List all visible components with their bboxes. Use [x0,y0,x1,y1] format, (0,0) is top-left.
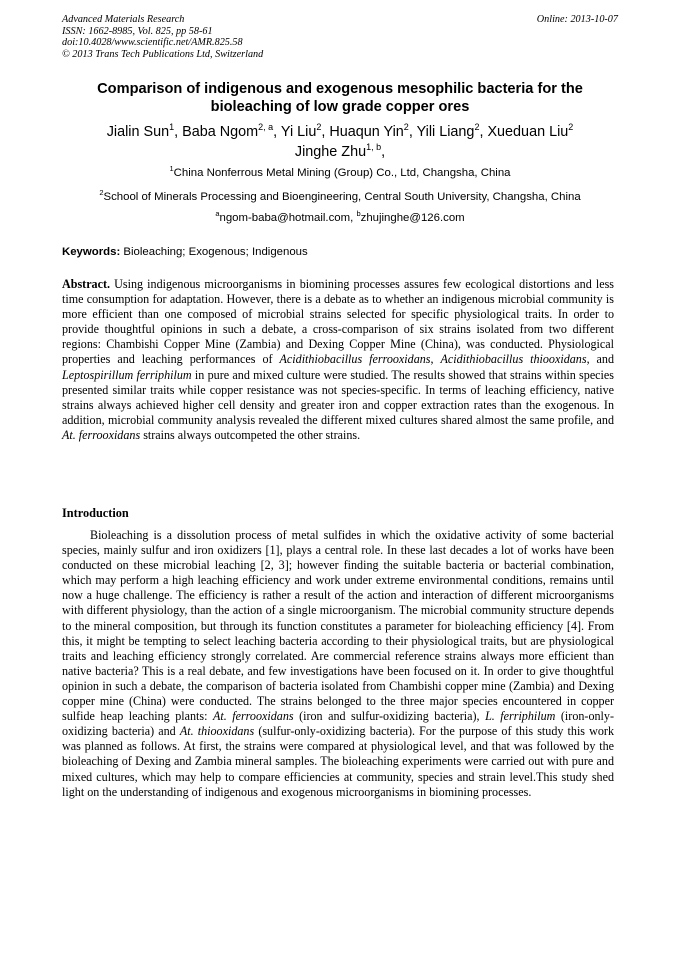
author-sep: , [408,124,417,140]
section-heading-introduction: Introduction [62,506,129,520]
journal-name: Advanced Materials Research [62,14,185,25]
affiliation-sup: 2 [99,188,104,198]
paper-title: Comparison of indigenous and exogenous mesophilic bacteria for the bioleaching of low grade copper ores [97,81,583,115]
author-sep: , [381,144,386,160]
abstract-text: , and [586,352,615,367]
author-sep: , [321,124,330,140]
affiliation-1 [62,166,618,180]
author-sep: , [479,124,488,140]
issn-line: ISSN: 1662-8985, Vol. 825, pp 58-61 [62,25,213,37]
keywords-text: Bioleaching; Exogenous; Indigenous [123,246,308,258]
author-list [62,122,618,162]
species-name: At. thiooxidans [179,724,255,739]
species-name: At. ferrooxidans [62,427,141,442]
affiliation-text: School of Minerals Processing and Bioengineering, Central South University, Changsha, China [103,191,581,203]
abstract [62,277,614,443]
abstract-text: , [430,352,434,367]
abstract-text: strains always outcompeted the other strains. [143,427,361,442]
keywords-label: Keywords: [62,246,121,258]
species-name: L. ferriphilum [485,709,556,724]
body-text: (iron-only-oxidizing bacteria) and [62,709,614,739]
author-sup: 2, a [258,122,274,133]
affiliation-sup: 1 [169,164,174,174]
email-a: ngom-baba@hotmail.com, [219,212,354,224]
affiliation-2 [62,190,618,204]
author-sep: , [273,124,281,140]
body-text: (iron and sulfur-oxidizing bacteria), [299,709,480,724]
species-name: Acidithiobacillus thiooxidans [440,352,587,367]
abstract-text: Using indigenous microorganisms in biomining processes assures few ecological distortions and less time consumption for adaptation. However, there is a debate as to whether an indigenous microbial community is more efficient than one composed of microbial strains selected for specific physiological traits. In order to provide thoughtful opinions in such a debate, a cross-comparison of six strains isolated from two different regions: Chambishi Copper Mine (Zambia) and Dexing Copper Mine (China), was conducted. Physiological properties and leaching performances of [62,277,614,367]
affiliation-text: China Nonferrous Metal Mining (Group) Co., Ltd, Changsha, China [173,167,511,179]
author-name: Jialin Sun [106,124,170,140]
email-line [62,211,618,225]
body-text: (sulfur-only-oxidizing bacteria). For the purpose of this study this work was planned as follows. At first, the strains were compared at physiological level, and that was followed by the bioleaching of Dexing and Zambia mineral samples. The bioleaching experiments were carried out with pure and mixed cultures, which may help to compare efficiencies at community, species and strain level.This study shed light on the understanding of indigenous and exogenous microorganisms in biomining processes. [62,724,615,799]
email-sup: a [215,209,220,219]
species-name: Acidithiobacillus ferrooxidans [279,352,431,367]
doi-line: doi:10.4028/www.scientific.net/AMR.825.58 [62,37,243,49]
author-sep: , [174,124,183,140]
online-date: Online: 2013-10-07 [536,14,618,25]
author-name: Yili Liang [416,124,475,140]
species-name: Leptospirillum ferriphilum [62,367,192,382]
species-name: At. ferrooxidans [212,709,294,724]
author-sup: 1, b [366,142,382,153]
introduction-paragraph [62,528,614,800]
body-text: Bioleaching is a dissolution process of metal sulfides in which the oxidative activity of some bacterial species, mainly sulfur and iron oxidizers [1], plays a central role. In these last decades a lot of works have been conducted on these microbial leaching [2, 3]; however finding the suitable bacteria or bacterial combination, which may perform a high leaching efficiency and work under extreme environmental conditions, remains until now a huge challenge. The efficiency is rather a result of the action and interaction of different microorganisms with different physiology, than the action of a single microorganism. The microbial community structure depends to the mineral composition, but through its function constitutes a parameter for bioleaching efficiency [4]. From this, it might be tempting to select leaching bacteria according to their physiological traits, but are physiological traits and leaching efficiency strongly correlated. Are commercial reference strains always more efficient than native bacteria? This is a real debate, and few investigations have been focused on it. In order to give thoughtful opinion in such a debate, the comparison of bacteria isolated from Chambishi copper mine (Zambia) and Dexing copper mine (China) were conducted. The strains belonged to the three major species encountered in copper sulfide heap leaching plants: [62,528,614,724]
author-name: Baba Ngom [182,124,259,140]
author-sup: 2 [316,122,322,133]
keywords [62,245,618,259]
author-name: Xueduan Liu [487,124,569,140]
email-sup: b [356,209,361,219]
author-sup: 2 [403,122,409,133]
author-sup: 1 [169,122,175,133]
author-name: Yi Liu [280,124,317,140]
author-name: Jinghe Zhu [294,144,367,160]
journal-header [62,14,618,60]
email-b: zhujinghe@126.com [360,212,465,224]
abstract-label: Abstract. [62,277,111,291]
author-sup: 2 [568,122,574,133]
author-name: Huaqun Yin [329,124,404,140]
abstract-text: in pure and mixed culture were studied. The results showed that strains within species presented similar traits while copper resistance was not species-specific. In terms of leaching efficiency, native strains always achieved higher cell density and greater iron and copper extraction rates than the exogenous. In addition, microbial community analysis revealed the different mixed cultures shared almost the same profile, and [62,367,614,427]
author-sup: 2 [474,122,480,133]
copyright-line: © 2013 Trans Tech Publications Ltd, Switzerland [62,48,264,60]
